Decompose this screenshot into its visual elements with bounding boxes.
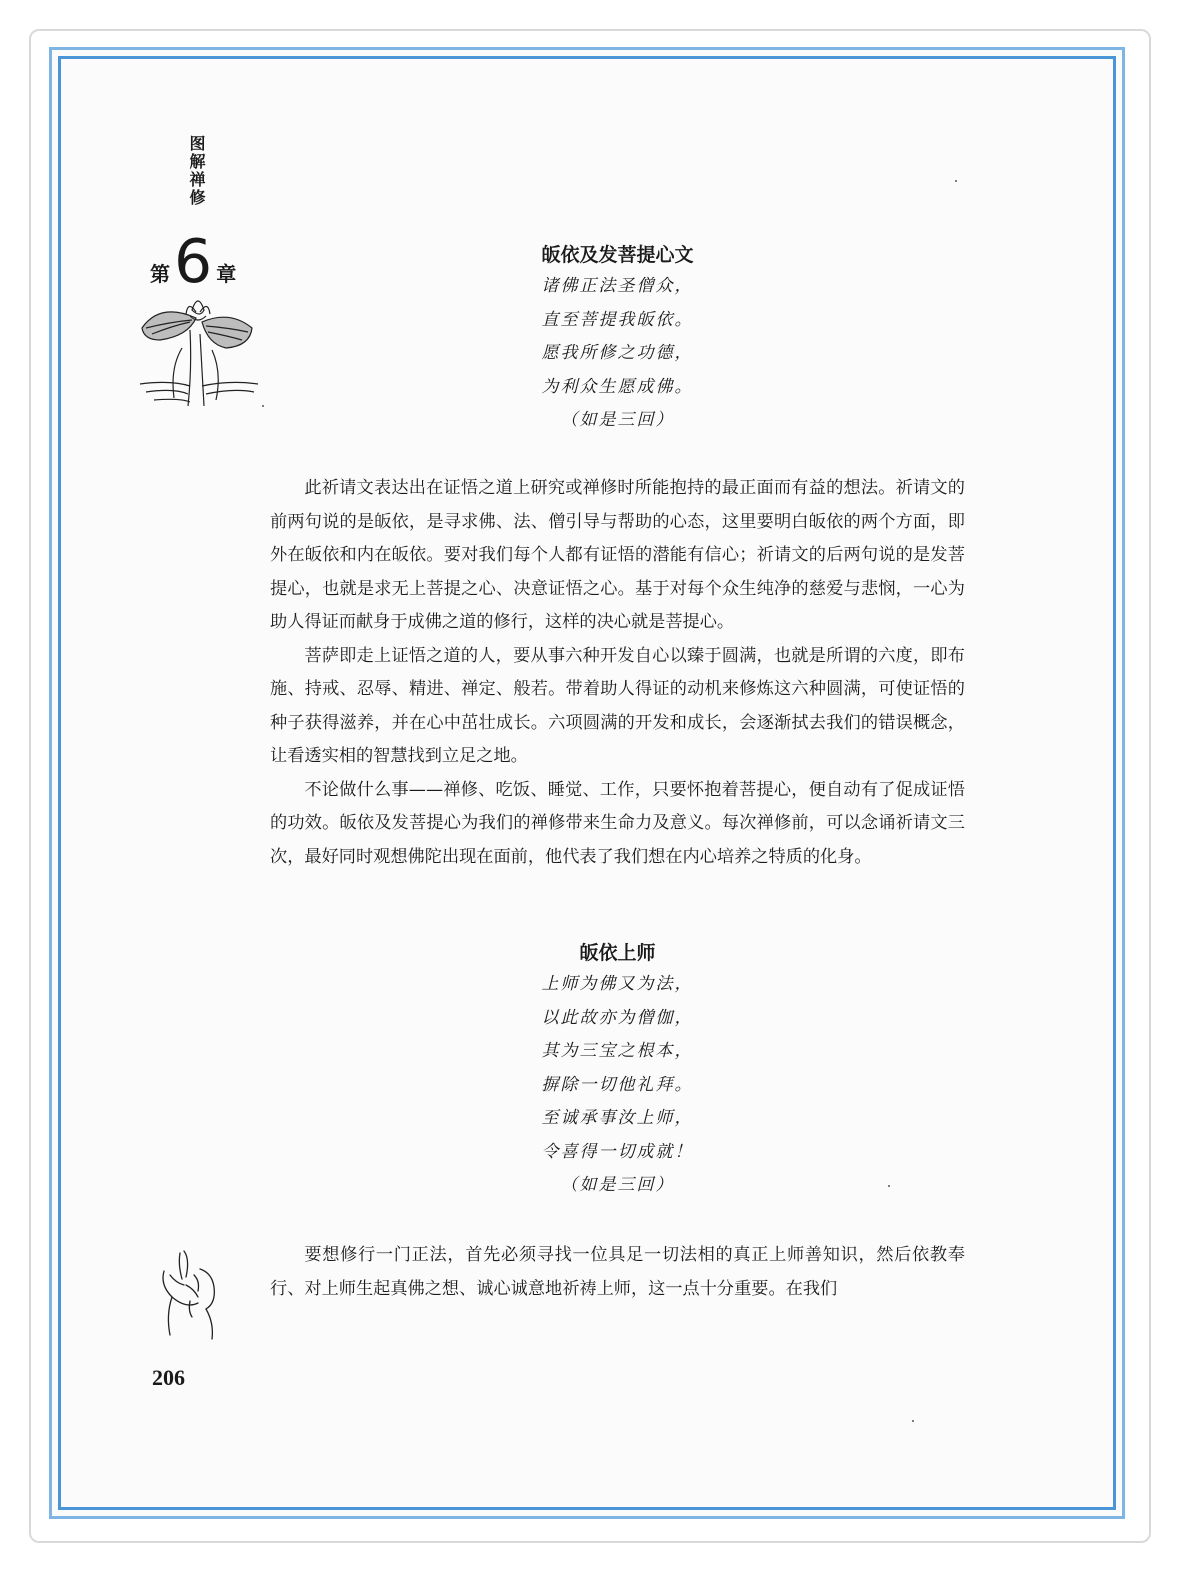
paragraph: 不论做什么事——禅修、吃饭、睡觉、工作，只要怀抱着菩提心，便自动有了促成证悟的功效。皈依及发菩提心为我们的禅修带来生命力及意义。每次禅修前，可以念诵祈请文三次，最好同时观想佛陀出现在面前，他代表了我们想在内心培养之特质的化身。 <box>270 779 965 867</box>
verse-line: 其为三宝之根本， <box>541 1041 694 1061</box>
verse-title: 皈依及发菩提心文 <box>541 244 694 266</box>
paragraph: 要想修行一门正法，首先必须寻找一位具足一切法相的真正上师善知识，然后依教奉行、对上师生起真佛之想、诚心诚意地祈祷上师，这一点十分重要。在我们 <box>270 1245 965 1299</box>
book-title: 图解禅修 <box>187 135 206 207</box>
closing-text <box>270 1239 965 1306</box>
verse-line: 令喜得一切成就！ <box>541 1141 694 1162</box>
chapter-suffix: 章 <box>216 262 237 286</box>
paper-speck <box>912 1420 914 1422</box>
paper-speck <box>955 180 957 182</box>
verse-line: 摒除一切他礼拜。 <box>541 1074 694 1095</box>
guru-refuge-verse <box>270 938 965 1203</box>
verse-line: 至诚承事汝上师， <box>541 1108 694 1128</box>
chapter-number: 6 <box>174 227 213 297</box>
paper-speck <box>888 1185 890 1187</box>
paper-speck <box>262 405 264 407</box>
lotus-illustration <box>130 288 265 413</box>
verse-title: 皈依上师 <box>579 942 656 964</box>
page-number: 206 <box>152 1365 185 1390</box>
verse-line: 诸佛正法圣僧众， <box>541 276 694 296</box>
commentary-text <box>270 472 965 874</box>
chapter-marker <box>150 227 237 297</box>
verse-line: 以此故亦为僧伽， <box>541 1007 694 1028</box>
verse-repeat-note: （如是三回） <box>560 1175 675 1195</box>
verse-line: 为利众生愿成佛。 <box>541 376 694 397</box>
paragraph: 此祈请文表达出在证悟之道上研究或禅修时所能抱持的最正面而有益的想法。祈请文的前两句说的是皈依，是寻求佛、法、僧引导与帮助的心态，这里要明白皈依的两个方面，即外在皈依和内在皈依。要对我们每个人都有证悟的潜能有信心；祈请文的后两句说的是发菩提心，也就是求无上菩提之心、决意证悟之心。基于对每个众生纯净的慈爱与悲悯，一心为助人得证而献身于成佛之道的修行，这样的决心就是菩提心。 <box>270 478 965 632</box>
mudra-hand-illustration <box>150 1245 230 1345</box>
refuge-bodhicitta-verse <box>270 240 965 438</box>
chapter-prefix: 第 <box>150 262 170 286</box>
verse-line: 直至菩提我皈依。 <box>541 309 694 330</box>
verse-repeat-note: （如是三回） <box>560 410 675 430</box>
paragraph: 菩萨即走上证悟之道的人，要从事六种开发自心以臻于圆满，也就是所谓的六度，即布施、持戒、忍辱、精进、禅定、般若。带着助人得证的动机来修炼这六种圆满，可使证悟的种子获得滋养，并在心中茁壮成长。六项圆满的开发和成长，会逐渐拭去我们的错误概念，让看透实相的智慧找到立足之地。 <box>270 645 965 766</box>
verse-line: 上师为佛又为法， <box>541 974 694 994</box>
verse-line: 愿我所修之功德， <box>541 343 694 363</box>
